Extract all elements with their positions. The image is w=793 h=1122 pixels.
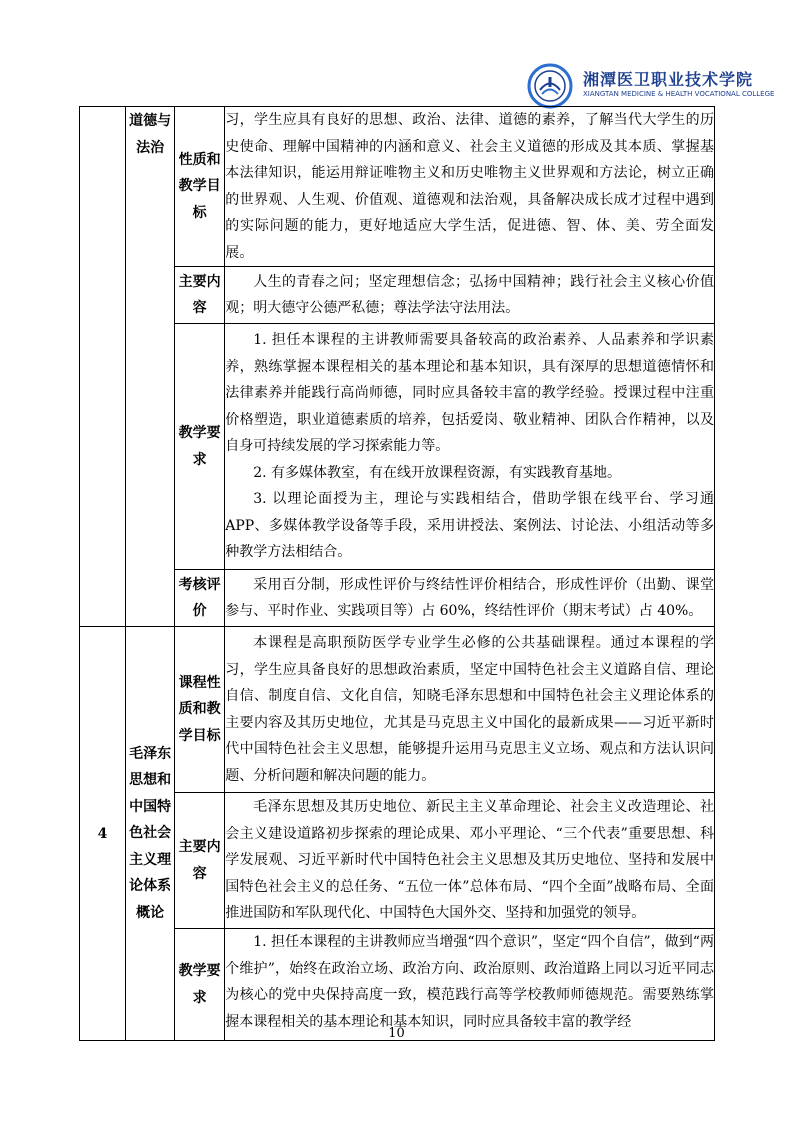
row-content [225,929,715,1041]
table-row [80,929,715,1041]
row-label: 考核评价 [175,570,225,627]
paragraph: 习，学生应具有良好的思想、政治、法律、道德的素养，了解当代大学生的历史使命、理解中国精神的内涵和意义、社会主义道德的形成及其本质、掌握基本法律知识，能运用辩证唯物主义和历史唯物主义世界观和方法论，树立正确的世界观、人生观、价值观、道德观和法治观，具备解决成长成才过程中遇到的实际问题的能力，更好地适应大学生活，促进德、智、体、美、劳全面发展。 [225,112,714,261]
table-row [80,570,715,627]
table-row [80,324,715,570]
paragraph: 人生的青春之问；坚定理想信念；弘扬中国精神；践行社会主义核心价值观；明大德守公德严私德；尊法学法守法用法。 [225,273,714,316]
row-label: 主要内容 [175,793,225,929]
page-number: 10 [388,1026,405,1041]
row-content [225,627,715,793]
paragraph: 采用百分制，形成性评价与终结性评价相结合，形成性评价（出勤、课堂参与、平时作业、实践项目等）占 60%，终结性评价（期末考试）占 40%。 [225,576,714,619]
row-content [225,107,715,267]
paragraph: 1. 担任本课程的主讲教师需要具备较高的政治素养、人品素养和学识素养，熟练掌握本课程相关的基本理论和基本知识，具有深厚的思想道德情怀和法律素养并能践行高尚师德，同时应具备较丰富的教学经验。授课过程中注重价格塑造，职业道德素质的培养，包括爱岗、敬业精神、团队合作精神，以及自身可持续发展的学习探索能力等。 [225,332,714,455]
row-content [225,324,715,570]
row-label: 主要内容 [175,267,225,324]
course-name: 道德与法治 [126,107,175,627]
college-logo [523,62,775,110]
college-name-en: XIANGTAN MEDICINE & HEALTH VOCATIONAL COLLEGE [583,90,775,98]
course-name: 毛泽东思想和中国特色社会主义理论体系概论 [126,627,175,1041]
paragraph: 本课程是高职预防医学专业学生必修的公共基础课程。通过本课程的学习，学生应具备良好的思想政治素质，坚定中国特色社会主义道路自信、理论自信、制度自信、文化自信，知晓毛泽东思想和中国特色社会主义理论体系的主要内容及其历史地位，尤其是马克思主义中国化的最新成果——习近平新时代中国特色社会主义思想，能够提升运用马克思主义立场、观点和方法认识问题、分析问题和解决问题的能力。 [225,635,714,784]
row-content [225,793,715,929]
table-row [80,267,715,324]
table-row [80,793,715,929]
course-table [79,106,715,1041]
course-number [80,107,126,627]
college-name-cn: 湘潭医卫职业技术学院 [583,70,754,89]
paragraph: 2. 有多媒体教室，有在线开放课程资源，有实践教育基地。 [253,464,622,481]
row-label: 教学要求 [175,929,225,1041]
college-emblem-icon [527,63,573,109]
table-row [80,107,715,267]
row-label: 教学要求 [175,324,225,570]
paragraph: 毛泽东思想及其历史地位、新民主主义革命理论、社会主义改造理论、社会主义建设道路初步探索的理论成果、邓小平理论、“三个代表”重要思想、科学发展观、习近平新时代中国特色社会主义思想及其历史地位、坚持和发展中国特色社会主义的总任务、“五位一体”总体布局、“四个全面”战略布局、全面推进国防和军队现代化、中国特色大国外交、坚持和加强党的领导。 [225,799,714,922]
paragraph: 3. 以理论面授为主，理论与实践相结合，借助学银在线平台、学习通 APP、多媒体教学设备等手段，采用讲授法、案例法、讨论法、小组活动等多种教学方法相结合。 [225,491,714,561]
paragraph: 1. 担任本课程的主讲教师应当增强“四个意识”，坚定“四个自信”，做到“两个维护”，始终在政治立场、政治方向、政治原则、政治道路上同以习近平同志为核心的党中央保持高度一致，模范践行高等学校教师师德规范。需要熟练掌握本课程相关的基本理论和基本知识，同时应具备较丰富的教学经 [225,934,714,1030]
row-label: 课程性质和教学目标 [175,627,225,793]
course-number: 4 [80,627,126,1041]
row-label: 性质和教学目标 [175,107,225,267]
table-row [80,627,715,793]
row-content [225,570,715,627]
row-content [225,267,715,324]
